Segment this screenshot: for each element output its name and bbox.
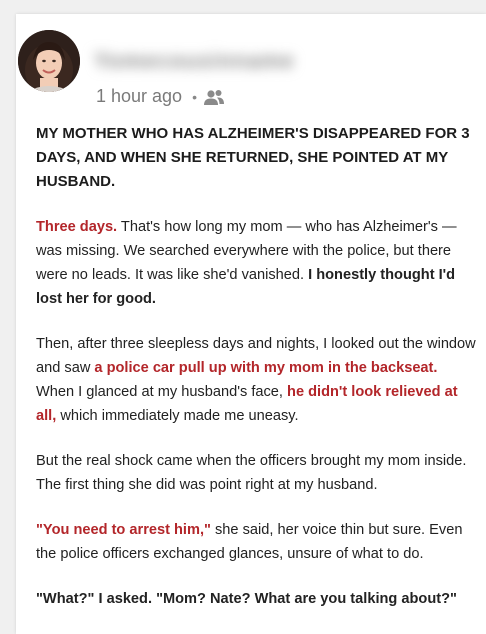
post-body (36, 122, 478, 632)
avatar[interactable] (18, 30, 80, 92)
friends-icon[interactable] (203, 88, 225, 106)
paragraph-2 (36, 332, 478, 428)
timestamp[interactable]: 1 hour ago (96, 86, 183, 106)
text: That's how long my mom — who has Alzheimer's — was missing. We searched everywhere with the police, but there were no leads. It was like she'd vanished. (36, 219, 457, 283)
post-meta (96, 86, 225, 107)
emphasis-bold: I honestly thought I'd lost her for good. (36, 267, 456, 307)
text: Then, after three sleepless days and nights, I looked out the window and saw (36, 336, 476, 376)
author-name[interactable]: Yomecousinname (94, 48, 295, 73)
paragraph-4 (36, 518, 478, 566)
text: she said, her voice thin but sure. Even the police officers exchanged glances, unsure of what to do. (36, 522, 463, 562)
paragraph-5: "What?" I asked. "Mom? Nate? What are you talking about?" (36, 591, 457, 607)
emphasis-red: a police car pull up with my mom in the backseat. (94, 360, 438, 376)
text: which immediately made me uneasy. (56, 408, 299, 424)
emphasis-red: "You need to arrest him," (36, 522, 211, 538)
meta-separator: • (192, 88, 197, 105)
paragraph-3: But the real shock came when the officers brought my mom inside. The first thing she did was point right at my husband. (36, 453, 467, 493)
post-headline: MY MOTHER WHO HAS ALZHEIMER'S DISAPPEARED FOR 3 DAYS, AND WHEN SHE RETURNED, SHE POINTED AT MY HUSBAND. (36, 125, 470, 190)
post-card (16, 14, 486, 634)
emphasis-red: Three days. (36, 219, 118, 235)
paragraph-1 (36, 215, 478, 311)
text: When I glanced at my husband's face, (36, 384, 288, 400)
avatar-photo (18, 30, 80, 92)
emphasis-red: he didn't look relieved at all, (36, 384, 458, 424)
